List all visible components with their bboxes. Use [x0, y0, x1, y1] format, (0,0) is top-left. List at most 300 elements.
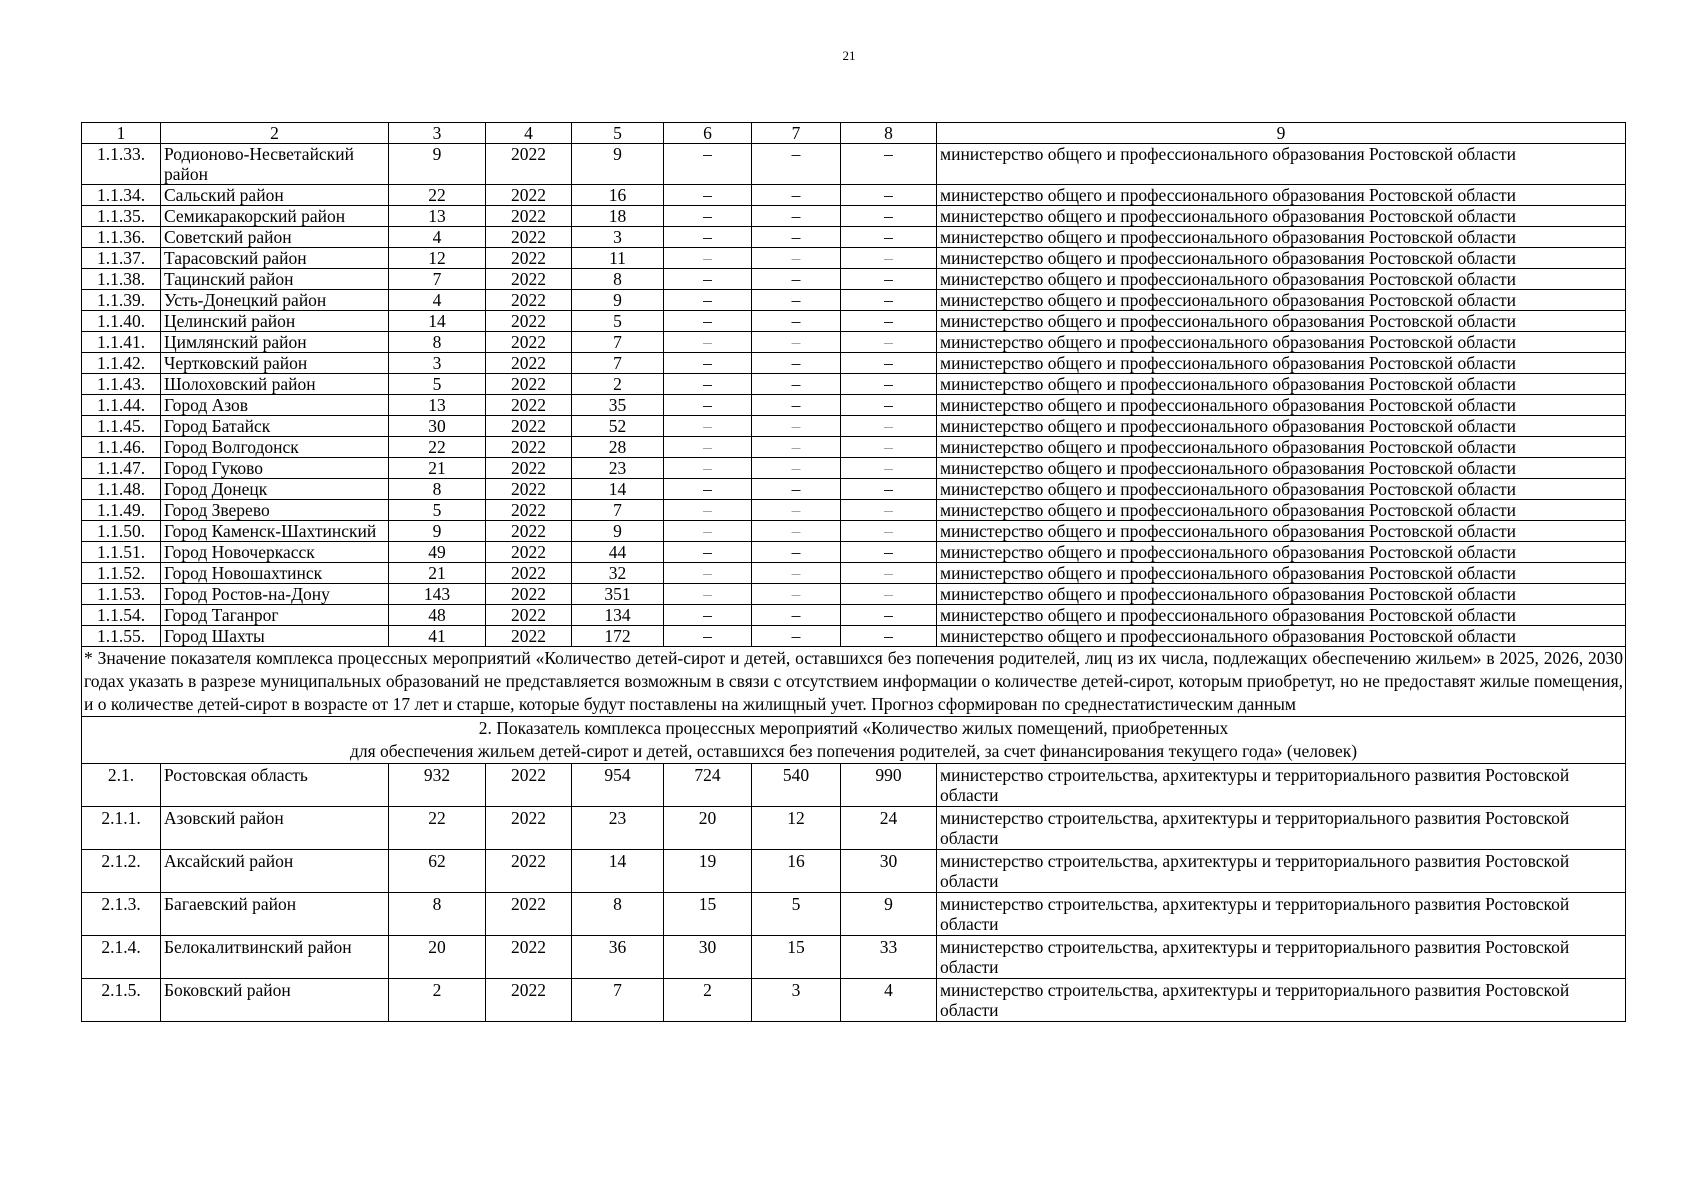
value-2025-cell: 7: [572, 353, 664, 374]
base-value-cell: 13: [389, 206, 486, 227]
value-2025-cell: 9: [572, 290, 664, 311]
row-number-cell: 1.1.48.: [82, 479, 161, 500]
base-year-cell: 2022: [486, 605, 572, 626]
responsible-cell: министерство общего и профессионального образования Ростовской области: [937, 144, 1626, 185]
responsible-cell: министерство общего и профессионального образования Ростовской области: [937, 626, 1626, 647]
column-number-header-row: [82, 123, 1626, 144]
row-number-cell: 1.1.36.: [82, 227, 161, 248]
value-2026-cell: –: [664, 311, 752, 332]
value-2030-cell: –: [841, 542, 937, 563]
responsible-cell: министерство строительства, архитектуры и территориального развития Ростовской области: [937, 936, 1626, 979]
section-2-title-line-1: 2. Показатель комплекса процессных мероприятий «Количество жилых помещений, приобретенных: [478, 718, 1229, 738]
responsible-cell: министерство общего и профессионального образования Ростовской области: [937, 563, 1626, 584]
footnote-row: [82, 647, 1626, 717]
value-2025-cell: 134: [572, 605, 664, 626]
value-2025-cell: 9: [572, 521, 664, 542]
value-2030-cell: –: [841, 563, 937, 584]
value-2027-cell: –: [752, 248, 841, 269]
value-2025-cell: 954: [572, 764, 664, 807]
section-2-title-row: [82, 717, 1626, 764]
base-value-cell: 5: [389, 374, 486, 395]
table-row: [82, 626, 1626, 647]
value-2027-cell: –: [752, 206, 841, 227]
value-2025-cell: 7: [572, 332, 664, 353]
base-year-cell: 2022: [486, 542, 572, 563]
base-value-cell: 8: [389, 332, 486, 353]
section-2-title-line-2: для обеспечения жильем детей-сирот и детей, оставшихся без попечения родителей, за счет финансирования текущего года» (человек): [349, 741, 1358, 761]
value-2030-cell: 4: [841, 979, 937, 1022]
base-year-cell: 2022: [486, 936, 572, 979]
header-cell: 5: [572, 123, 664, 144]
row-number-cell: 1.1.54.: [82, 605, 161, 626]
base-value-cell: 9: [389, 521, 486, 542]
base-year-cell: 2022: [486, 479, 572, 500]
value-2027-cell: –: [752, 626, 841, 647]
row-number-cell: 1.1.34.: [82, 185, 161, 206]
value-2030-cell: –: [841, 311, 937, 332]
base-value-cell: 8: [389, 893, 486, 936]
territory-cell: Багаевский район: [161, 893, 389, 936]
base-year-cell: 2022: [486, 563, 572, 584]
value-2030-cell: –: [841, 332, 937, 353]
row-number-cell: 1.1.35.: [82, 206, 161, 227]
row-number-cell: 1.1.43.: [82, 374, 161, 395]
table-row: [82, 500, 1626, 521]
value-2026-cell: 2: [664, 979, 752, 1022]
table-row: [82, 563, 1626, 584]
base-value-cell: 4: [389, 227, 486, 248]
base-value-cell: 14: [389, 311, 486, 332]
value-2027-cell: –: [752, 458, 841, 479]
territory-cell: Город Донецк: [161, 479, 389, 500]
value-2026-cell: –: [664, 206, 752, 227]
value-2030-cell: –: [841, 416, 937, 437]
value-2027-cell: –: [752, 542, 841, 563]
value-2030-cell: –: [841, 206, 937, 227]
table-row: [82, 542, 1626, 563]
table-row: [82, 290, 1626, 311]
value-2025-cell: 32: [572, 563, 664, 584]
header-cell: 4: [486, 123, 572, 144]
value-2026-cell: 19: [664, 850, 752, 893]
base-value-cell: 49: [389, 542, 486, 563]
footnote-text: * Значение показателя комплекса процессных мероприятий «Количество детей-сирот и детей, оставшихся без попечения родителей, лиц из их числа, подлежащих обеспечению жильем» в 2025, 2026, 2030 годах указать в разрезе муниципальных образований не представляется возможным в связи с отсутствием информации о количестве детей-сирот, которым приобретут, но не предоставят жилые помещения, и о количестве детей-сирот в возрасте от 17 лет и старше, которые будут поставлены на жилищный учет. Прогноз сформирован по среднестатистическим данным: [82, 647, 1626, 717]
table-row: [82, 248, 1626, 269]
base-value-cell: 20: [389, 936, 486, 979]
value-2025-cell: 8: [572, 893, 664, 936]
row-number-cell: 1.1.40.: [82, 311, 161, 332]
territory-cell: Боковский район: [161, 979, 389, 1022]
base-year-cell: 2022: [486, 500, 572, 521]
value-2027-cell: 15: [752, 936, 841, 979]
responsible-cell: министерство общего и профессионального образования Ростовской области: [937, 206, 1626, 227]
value-2026-cell: 30: [664, 936, 752, 979]
row-number-cell: 1.1.44.: [82, 395, 161, 416]
territory-cell: Город Гуково: [161, 458, 389, 479]
responsible-cell: министерство общего и профессионального образования Ростовской области: [937, 458, 1626, 479]
responsible-cell: министерство общего и профессионального образования Ростовской области: [937, 479, 1626, 500]
responsible-cell: министерство строительства, архитектуры и территориального развития Ростовской области: [937, 764, 1626, 807]
page-number: 21: [842, 48, 856, 63]
responsible-cell: министерство общего и профессионального образования Ростовской области: [937, 542, 1626, 563]
row-number-cell: 1.1.46.: [82, 437, 161, 458]
value-2026-cell: –: [664, 374, 752, 395]
value-2025-cell: 7: [572, 500, 664, 521]
base-value-cell: 22: [389, 437, 486, 458]
table-row: [82, 458, 1626, 479]
value-2026-cell: –: [664, 605, 752, 626]
row-number-cell: 2.1.5.: [82, 979, 161, 1022]
value-2026-cell: –: [664, 248, 752, 269]
value-2026-cell: –: [664, 353, 752, 374]
base-value-cell: 8: [389, 479, 486, 500]
value-2025-cell: 8: [572, 269, 664, 290]
base-value-cell: 3: [389, 353, 486, 374]
territory-cell: Город Батайск: [161, 416, 389, 437]
value-2027-cell: 3: [752, 979, 841, 1022]
row-number-cell: 1.1.38.: [82, 269, 161, 290]
value-2026-cell: 724: [664, 764, 752, 807]
row-number-cell: 2.1.1.: [82, 807, 161, 850]
territory-cell: Сальский район: [161, 185, 389, 206]
territory-cell: Шолоховский район: [161, 374, 389, 395]
value-2027-cell: 12: [752, 807, 841, 850]
value-2030-cell: –: [841, 458, 937, 479]
value-2027-cell: 540: [752, 764, 841, 807]
base-value-cell: 62: [389, 850, 486, 893]
value-2030-cell: –: [841, 395, 937, 416]
responsible-cell: министерство общего и профессионального образования Ростовской области: [937, 500, 1626, 521]
table-row: [82, 605, 1626, 626]
value-2027-cell: –: [752, 227, 841, 248]
value-2030-cell: –: [841, 437, 937, 458]
table-row: [82, 206, 1626, 227]
territory-cell: Тацинский район: [161, 269, 389, 290]
header-cell: 1: [82, 123, 161, 144]
value-2025-cell: 5: [572, 311, 664, 332]
table-row: [82, 416, 1626, 437]
row-number-cell: 1.1.47.: [82, 458, 161, 479]
base-year-cell: 2022: [486, 979, 572, 1022]
territory-cell: Аксайский район: [161, 850, 389, 893]
base-year-cell: 2022: [486, 764, 572, 807]
base-year-cell: 2022: [486, 332, 572, 353]
base-value-cell: 41: [389, 626, 486, 647]
value-2027-cell: –: [752, 521, 841, 542]
value-2030-cell: 990: [841, 764, 937, 807]
value-2025-cell: 9: [572, 144, 664, 185]
base-year-cell: 2022: [486, 374, 572, 395]
value-2026-cell: –: [664, 332, 752, 353]
value-2026-cell: –: [664, 584, 752, 605]
value-2026-cell: –: [664, 626, 752, 647]
responsible-cell: министерство общего и профессионального образования Ростовской области: [937, 521, 1626, 542]
value-2027-cell: 16: [752, 850, 841, 893]
value-2030-cell: –: [841, 227, 937, 248]
value-2030-cell: 9: [841, 893, 937, 936]
table-row: [82, 311, 1626, 332]
value-2030-cell: –: [841, 185, 937, 206]
territory-cell: Советский район: [161, 227, 389, 248]
row-number-cell: 1.1.37.: [82, 248, 161, 269]
value-2030-cell: –: [841, 605, 937, 626]
territory-cell: Тарасовский район: [161, 248, 389, 269]
row-number-cell: 1.1.42.: [82, 353, 161, 374]
value-2027-cell: –: [752, 437, 841, 458]
value-2030-cell: –: [841, 521, 937, 542]
value-2025-cell: 44: [572, 542, 664, 563]
base-year-cell: 2022: [486, 437, 572, 458]
value-2027-cell: –: [752, 605, 841, 626]
responsible-cell: министерство общего и профессионального образования Ростовской области: [937, 605, 1626, 626]
table-body: [82, 123, 1626, 1022]
territory-cell: Город Шахты: [161, 626, 389, 647]
value-2030-cell: 30: [841, 850, 937, 893]
base-value-cell: 2: [389, 979, 486, 1022]
base-value-cell: 48: [389, 605, 486, 626]
territory-cell: Цимлянский район: [161, 332, 389, 353]
header-cell: 9: [937, 123, 1626, 144]
value-2025-cell: 36: [572, 936, 664, 979]
indicator-table: [81, 122, 1626, 1022]
value-2027-cell: –: [752, 311, 841, 332]
value-2025-cell: 14: [572, 479, 664, 500]
value-2030-cell: –: [841, 248, 937, 269]
base-value-cell: 7: [389, 269, 486, 290]
territory-cell: Ростовская область: [161, 764, 389, 807]
row-number-cell: 2.1.2.: [82, 850, 161, 893]
territory-cell: Усть-Донецкий район: [161, 290, 389, 311]
base-value-cell: 12: [389, 248, 486, 269]
value-2026-cell: –: [664, 500, 752, 521]
table-row: [82, 395, 1626, 416]
table-row: [82, 479, 1626, 500]
value-2027-cell: –: [752, 416, 841, 437]
responsible-cell: министерство общего и профессионального образования Ростовской области: [937, 395, 1626, 416]
responsible-cell: министерство общего и профессионального образования Ростовской области: [937, 416, 1626, 437]
responsible-cell: министерство общего и профессионального образования Ростовской области: [937, 290, 1626, 311]
value-2026-cell: –: [664, 542, 752, 563]
value-2025-cell: 16: [572, 185, 664, 206]
base-year-cell: 2022: [486, 185, 572, 206]
value-2025-cell: 23: [572, 807, 664, 850]
territory-cell: Город Новочеркасск: [161, 542, 389, 563]
value-2025-cell: 18: [572, 206, 664, 227]
value-2030-cell: –: [841, 479, 937, 500]
value-2027-cell: –: [752, 290, 841, 311]
value-2027-cell: –: [752, 500, 841, 521]
row-number-cell: 1.1.55.: [82, 626, 161, 647]
base-year-cell: 2022: [486, 395, 572, 416]
table-row: [82, 807, 1626, 850]
table-row: [82, 437, 1626, 458]
territory-cell: Азовский район: [161, 807, 389, 850]
row-number-cell: 1.1.51.: [82, 542, 161, 563]
base-value-cell: 22: [389, 185, 486, 206]
table-row: [82, 584, 1626, 605]
responsible-cell: министерство общего и профессионального образования Ростовской области: [937, 227, 1626, 248]
value-2026-cell: –: [664, 437, 752, 458]
value-2030-cell: –: [841, 353, 937, 374]
value-2030-cell: –: [841, 374, 937, 395]
base-year-cell: 2022: [486, 353, 572, 374]
value-2026-cell: –: [664, 458, 752, 479]
base-year-cell: 2022: [486, 850, 572, 893]
value-2027-cell: 5: [752, 893, 841, 936]
value-2026-cell: –: [664, 144, 752, 185]
value-2027-cell: –: [752, 144, 841, 185]
value-2027-cell: –: [752, 185, 841, 206]
base-year-cell: 2022: [486, 416, 572, 437]
value-2027-cell: –: [752, 353, 841, 374]
base-year-cell: 2022: [486, 269, 572, 290]
table-row: [82, 269, 1626, 290]
header-cell: 7: [752, 123, 841, 144]
territory-cell: Целинский район: [161, 311, 389, 332]
base-year-cell: 2022: [486, 227, 572, 248]
value-2025-cell: 11: [572, 248, 664, 269]
base-year-cell: 2022: [486, 311, 572, 332]
value-2025-cell: 7: [572, 979, 664, 1022]
table-row: [82, 144, 1626, 185]
territory-cell: Чертковский район: [161, 353, 389, 374]
territory-cell: Город Новошахтинск: [161, 563, 389, 584]
value-2026-cell: –: [664, 269, 752, 290]
responsible-cell: министерство общего и профессионального образования Ростовской области: [937, 269, 1626, 290]
header-cell: 2: [161, 123, 389, 144]
territory-cell: Белокалитвинский район: [161, 936, 389, 979]
responsible-cell: министерство общего и профессионального образования Ростовской области: [937, 437, 1626, 458]
base-year-cell: 2022: [486, 521, 572, 542]
territory-cell: Город Каменск-Шахтинский: [161, 521, 389, 542]
section-2-title: [82, 717, 1626, 764]
base-value-cell: 4: [389, 290, 486, 311]
value-2030-cell: –: [841, 144, 937, 185]
value-2026-cell: –: [664, 395, 752, 416]
value-2027-cell: –: [752, 269, 841, 290]
value-2030-cell: –: [841, 626, 937, 647]
responsible-cell: министерство общего и профессионального образования Ростовской области: [937, 374, 1626, 395]
header-cell: 3: [389, 123, 486, 144]
value-2026-cell: –: [664, 479, 752, 500]
territory-cell: Город Волгодонск: [161, 437, 389, 458]
table-row: [82, 227, 1626, 248]
value-2030-cell: –: [841, 584, 937, 605]
base-value-cell: 30: [389, 416, 486, 437]
value-2025-cell: 351: [572, 584, 664, 605]
value-2027-cell: –: [752, 563, 841, 584]
value-2025-cell: 28: [572, 437, 664, 458]
responsible-cell: министерство общего и профессионального образования Ростовской области: [937, 584, 1626, 605]
table-row: [82, 521, 1626, 542]
table-row: [82, 332, 1626, 353]
value-2025-cell: 2: [572, 374, 664, 395]
value-2027-cell: –: [752, 374, 841, 395]
value-2026-cell: –: [664, 563, 752, 584]
row-number-cell: 1.1.49.: [82, 500, 161, 521]
value-2027-cell: –: [752, 395, 841, 416]
value-2026-cell: –: [664, 521, 752, 542]
table-row: [82, 185, 1626, 206]
base-year-cell: 2022: [486, 290, 572, 311]
row-number-cell: 1.1.33.: [82, 144, 161, 185]
base-year-cell: 2022: [486, 893, 572, 936]
row-number-cell: 1.1.53.: [82, 584, 161, 605]
responsible-cell: министерство строительства, архитектуры и территориального развития Ростовской области: [937, 979, 1626, 1022]
territory-cell: Город Зверево: [161, 500, 389, 521]
header-cell: 8: [841, 123, 937, 144]
table-row: [82, 936, 1626, 979]
territory-cell: Семикаракорский район: [161, 206, 389, 227]
base-value-cell: 21: [389, 563, 486, 584]
value-2026-cell: –: [664, 290, 752, 311]
row-number-cell: 1.1.52.: [82, 563, 161, 584]
row-number-cell: 1.1.39.: [82, 290, 161, 311]
value-2025-cell: 172: [572, 626, 664, 647]
base-year-cell: 2022: [486, 144, 572, 185]
value-2025-cell: 23: [572, 458, 664, 479]
table-row: [82, 353, 1626, 374]
table-row: [82, 374, 1626, 395]
territory-cell: Город Таганрог: [161, 605, 389, 626]
territory-cell: Родионово-Несветайский район: [161, 144, 389, 185]
value-2026-cell: –: [664, 185, 752, 206]
responsible-cell: министерство строительства, архитектуры и территориального развития Ростовской области: [937, 807, 1626, 850]
value-2030-cell: –: [841, 269, 937, 290]
value-2026-cell: 20: [664, 807, 752, 850]
value-2026-cell: –: [664, 416, 752, 437]
value-2030-cell: –: [841, 290, 937, 311]
row-number-cell: 2.1.3.: [82, 893, 161, 936]
base-value-cell: 13: [389, 395, 486, 416]
table-row: [82, 979, 1626, 1022]
row-number-cell: 2.1.: [82, 764, 161, 807]
responsible-cell: министерство общего и профессионального образования Ростовской области: [937, 311, 1626, 332]
responsible-cell: министерство общего и профессионального образования Ростовской области: [937, 185, 1626, 206]
base-value-cell: 143: [389, 584, 486, 605]
value-2030-cell: 24: [841, 807, 937, 850]
table-row: [82, 893, 1626, 936]
value-2025-cell: 3: [572, 227, 664, 248]
value-2026-cell: –: [664, 227, 752, 248]
value-2030-cell: 33: [841, 936, 937, 979]
value-2027-cell: –: [752, 584, 841, 605]
responsible-cell: министерство строительства, архитектуры и территориального развития Ростовской области: [937, 850, 1626, 893]
responsible-cell: министерство строительства, архитектуры и территориального развития Ростовской области: [937, 893, 1626, 936]
value-2025-cell: 35: [572, 395, 664, 416]
table-row: [82, 764, 1626, 807]
base-year-cell: 2022: [486, 206, 572, 227]
responsible-cell: министерство общего и профессионального образования Ростовской области: [937, 353, 1626, 374]
row-number-cell: 2.1.4.: [82, 936, 161, 979]
base-value-cell: 21: [389, 458, 486, 479]
value-2025-cell: 14: [572, 850, 664, 893]
responsible-cell: министерство общего и профессионального образования Ростовской области: [937, 248, 1626, 269]
value-2030-cell: –: [841, 500, 937, 521]
base-value-cell: 5: [389, 500, 486, 521]
row-number-cell: 1.1.41.: [82, 332, 161, 353]
territory-cell: Город Азов: [161, 395, 389, 416]
base-value-cell: 22: [389, 807, 486, 850]
value-2025-cell: 52: [572, 416, 664, 437]
territory-cell: Город Ростов-на-Дону: [161, 584, 389, 605]
row-number-cell: 1.1.50.: [82, 521, 161, 542]
base-year-cell: 2022: [486, 458, 572, 479]
responsible-cell: министерство общего и профессионального образования Ростовской области: [937, 332, 1626, 353]
base-value-cell: 932: [389, 764, 486, 807]
table-row: [82, 850, 1626, 893]
base-year-cell: 2022: [486, 626, 572, 647]
